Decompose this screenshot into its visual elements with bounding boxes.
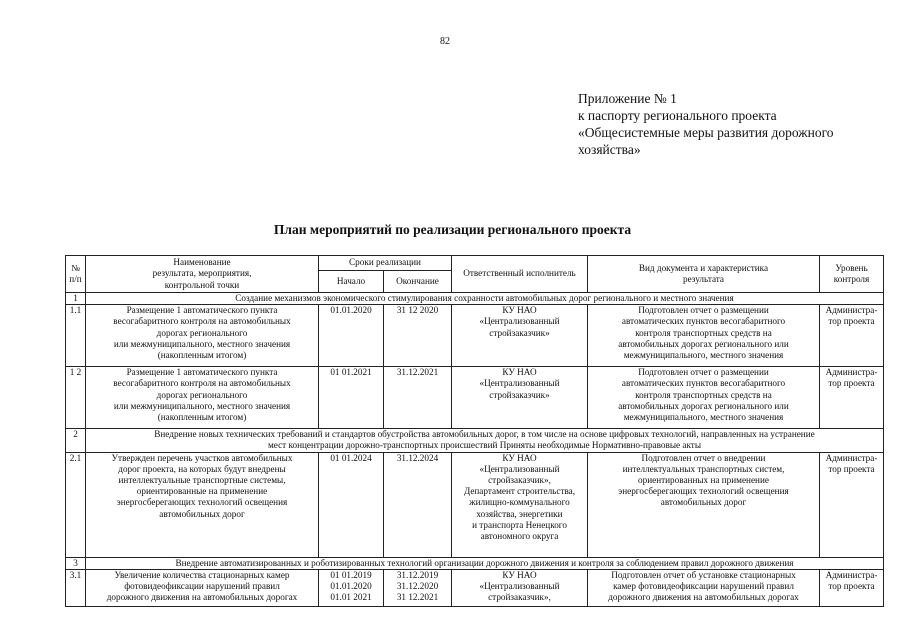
row-executor: КУ НАО «Централизованный стройзаказчик», bbox=[452, 569, 588, 606]
row-start: 01 01.2019 01.01.2020 01.01 2021 bbox=[319, 569, 384, 606]
row-name: Размещение 1 автоматического пункта весогабаритного контроля на автомобильных дорогах регионального или межмуниципального, местного значения (накопленным итогом) bbox=[86, 305, 319, 367]
appendix-line-1: Приложение № 1 bbox=[578, 91, 677, 106]
row-num: 2.1 bbox=[66, 452, 86, 557]
section-row bbox=[66, 557, 884, 569]
row-doc: Подготовлен отчет о внедрении интеллектуальных транспортных систем, ориентированных на применение энергосберегающих технологий освещения автомобильных дорог bbox=[588, 452, 820, 557]
header-end: Окончание bbox=[384, 271, 452, 293]
appendix-line-3: «Общесистемные меры развития дорожного bbox=[578, 125, 834, 140]
row-end: 31 12 2020 bbox=[384, 305, 452, 367]
row-num: 3.1 bbox=[66, 569, 86, 606]
header-executor: Ответственный исполнитель bbox=[452, 256, 588, 293]
section-row bbox=[66, 429, 884, 452]
row-end: 31.12.2024 bbox=[384, 452, 452, 557]
row-end: 31.12.2019 31.12.2020 31 12.2021 bbox=[384, 569, 452, 606]
row-num: 1.1 bbox=[66, 305, 86, 367]
plan-table bbox=[65, 255, 884, 607]
header-doc: Вид документа и характеристика результата bbox=[588, 256, 820, 293]
section-num: 2 bbox=[66, 429, 86, 452]
section-title: Создание механизмов экономического стимулирования сохранности автомобильных дорог регионального и местного значения bbox=[86, 293, 884, 305]
table-row bbox=[66, 569, 884, 606]
header-start: Начало bbox=[319, 271, 384, 293]
row-doc: Подготовлен отчет о размещении автоматических пунктов весогабаритного контроля транспортных средств на автомобильных дорогах регионального или межмуниципального, местного значения bbox=[588, 367, 820, 429]
appendix-header bbox=[578, 90, 878, 158]
row-start: 01.01.2020 bbox=[319, 305, 384, 367]
row-level: Админиcтра- тор проекта bbox=[820, 452, 884, 557]
plan-title: План мероприятий по реализации регионального проекта bbox=[273, 222, 632, 237]
appendix-line-2: к паспорту регионального проекта bbox=[578, 108, 777, 123]
row-level: Админиcтра- тор проекта bbox=[820, 305, 884, 367]
row-name: Увеличение количества стационарных камер фотовидеофиксации нарушений правил дорожного движения на автомобильных дорогах bbox=[86, 569, 319, 606]
header-level: Уровень контроля bbox=[820, 256, 884, 293]
table-row bbox=[66, 305, 884, 367]
row-executor: КУ НАО «Централизованный стройзаказчик», Департамент строительства, жилищно-коммунального хозяйства, энергетики и транспорта Ненецкого автономного округа bbox=[452, 452, 588, 557]
row-name: Размещение 1 автоматического пункта весогабаритного контроля на автомобильных дорогах регионального или межмуниципального, местного значения (накопленным итогом) bbox=[86, 367, 319, 429]
header-terms: Сроки реализации bbox=[319, 256, 452, 271]
row-level: Админиcтра- тор проекта bbox=[820, 569, 884, 606]
row-level: Админиcтра- тор проекта bbox=[820, 367, 884, 429]
table-row bbox=[66, 367, 884, 429]
row-name: Утвержден перечень участков автомобильных дорог проекта, на которых будут внедрены интеллектуальные транспортные системы, ориентированные на применение энергосберегающих технологий освещения автомобильных дорог bbox=[86, 452, 319, 557]
section-num: 1 bbox=[66, 293, 86, 305]
row-executor: КУ НАО «Централизованный стройзаказчик» bbox=[452, 305, 588, 367]
page-number: 82 bbox=[440, 36, 450, 47]
appendix-line-4: хозяйства» bbox=[578, 142, 641, 157]
row-end: 31.12.2021 bbox=[384, 367, 452, 429]
row-executor: КУ НАО «Централизованный стройзаказчик» bbox=[452, 367, 588, 429]
header-name: Наименование результата, мероприятия, контрольной точки bbox=[86, 256, 319, 293]
row-doc: Подготовлен отчет об установке стационарных камер фотовидеофиксации нарушений правил дорожного движения на автомобильных дорогах bbox=[588, 569, 820, 606]
row-start: 01 01.2024 bbox=[319, 452, 384, 557]
section-row bbox=[66, 293, 884, 305]
header-num: № п/п bbox=[66, 256, 86, 293]
row-num: 1 2 bbox=[66, 367, 86, 429]
section-title: Внедрение новых технических требований и стандартов обустройства автомобильных дорог, в том числе на основе цифровых технологий, направленных на устранение мест концентрации дорожно-транспортных происшествий Приняты необходимые Нормативно-правовые акты bbox=[86, 429, 884, 452]
section-num: 3 bbox=[66, 557, 86, 569]
section-title: Внедрение автоматизированных и роботизированных технологий организации дорожного движения и контроля за соблюдением правил дорожного движения bbox=[86, 557, 884, 569]
row-doc: Подготовлен отчет о размещении автоматических пунктов весогабаритного контроля транспортных средств на автомобильных дорогах регионального или межмуниципального, местного значения bbox=[588, 305, 820, 367]
row-start: 01 01.2021 bbox=[319, 367, 384, 429]
table-row bbox=[66, 452, 884, 557]
